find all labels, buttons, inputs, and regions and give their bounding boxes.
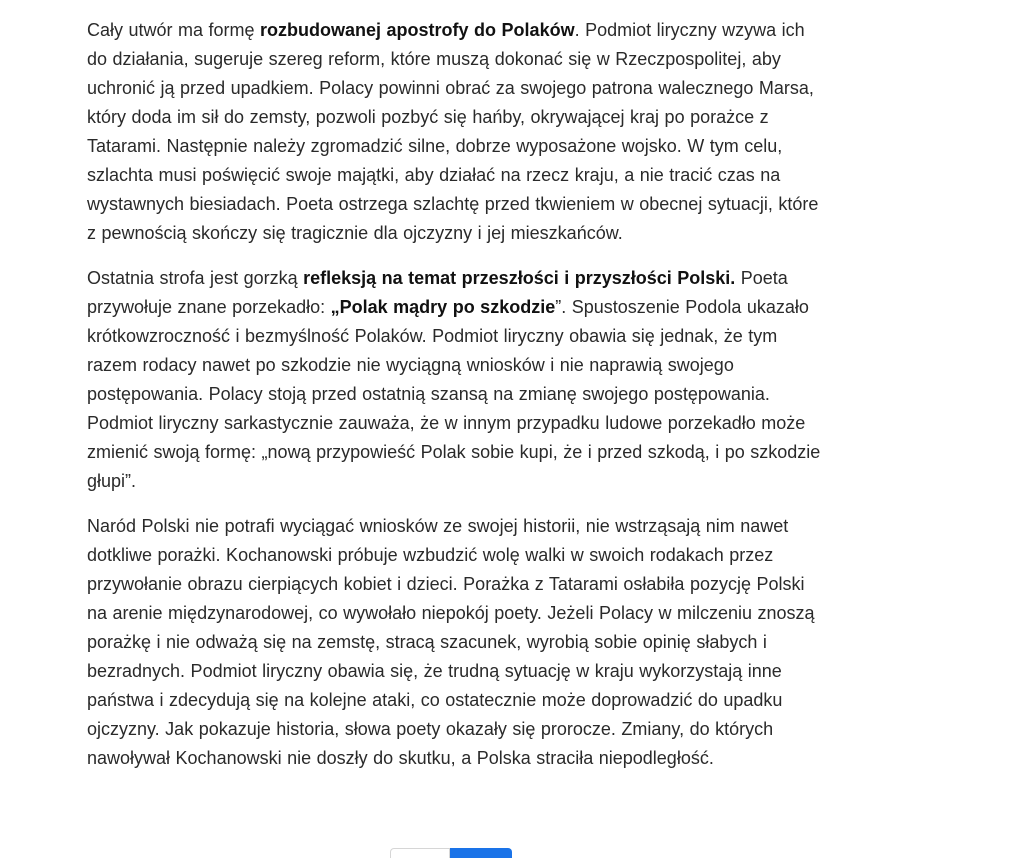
paragraph-2-bold-2: „Polak mądry po szkodzie (330, 297, 556, 317)
paragraph-2-text-2: Poeta przywołuje znane porzekadło: (87, 268, 788, 317)
paragraph-2 (87, 264, 822, 496)
paragraph-1-text-1: Cały utwór ma formę (87, 20, 261, 40)
paragraph-2-text-3: ”. Spustoszenie Podola ukazało krótkowzroczność i bezmyślność Polaków. Podmiot liryczny obawia się jednak, że tym razem rodacy nawet po szkodzie nie wyciągną wniosków i nie naprawią swojego postępowania. Polacy stoją przed ostatnią szansą na zmianę swojego postępowania. Podmiot liryczny sarkastycznie zauważa, że w innym przypadku ludowe porzekadło może zmienić swoją formę: „nową przypowieść Polak sobie kupi, że i przed szkodą, i po szkodzie głupi”. (87, 297, 821, 491)
paragraph-1-bold-1: rozbudowanej apostrofy do Polaków (260, 20, 575, 40)
pagination (390, 848, 512, 858)
previous-page-button[interactable] (390, 848, 450, 858)
paragraph-1-text-2: . Podmiot liryczny wzywa ich do działania, sugeruje szereg reform, które muszą dokonać się w Rzeczpospolitej, aby uchronić ją przed upadkiem. Polacy powinni obrać za swojego patrona walecznego Marsa, który doda im sił do zemsty, pozwoli pozbyć się hańby, okrywającej kraj po porażce z Tatarami. Następnie należy zgromadzić silne, dobrze wyposażone wojsko. W tym celu, szlachta musi poświęcić swoje majątki, aby działać na rzecz kraju, a nie tracić czas na wystawnych biesiadach. Poeta ostrzega szlachtę przed tkwieniem w obecnej sytuacji, które z pewnością skończy się tragicznie dla ojczyzny i jej mieszkańców. (87, 20, 819, 243)
paragraph-2-text-1: Ostatnia strofa jest gorzką (87, 268, 304, 288)
paragraph-3-text-1: Naród Polski nie potrafi wyciągać wniosków ze swojej historii, nie wstrząsają nim nawet dotkliwe porażki. Kochanowski próbuje wzbudzić wolę walki w swoich rodakach przez przywołanie obrazu cierpiących kobiet i dzieci. Porażka z Tatarami osłabiła pozycję Polski na arenie międzynarodowej, co wywołało niepokój poety. Jeżeli Polacy w milczeniu znoszą porażkę i nie odważą się na zemstę, stracą szacunek, wyrobią sobie opinię słabych i bezradnych. Podmiot liryczny obawia się, że trudną sytuację w kraju wykorzystają inne państwa i zdecydują się na kolejne ataki, co ostatecznie może doprowadzić do upadku ojczyzny. Jak pokazuje historia, słowa poety okazały się prorocze. Zmiany, do których nawoływał Kochanowski nie doszły do skutku, a Polska straciła niepodległość. (87, 516, 815, 768)
paragraph-1 (87, 16, 822, 248)
article-body (87, 16, 822, 789)
paragraph-2-bold-1: refleksją na temat przeszłości i przyszłości Polski. (303, 268, 736, 288)
paragraph-3 (87, 512, 822, 773)
next-page-button[interactable] (450, 848, 512, 858)
